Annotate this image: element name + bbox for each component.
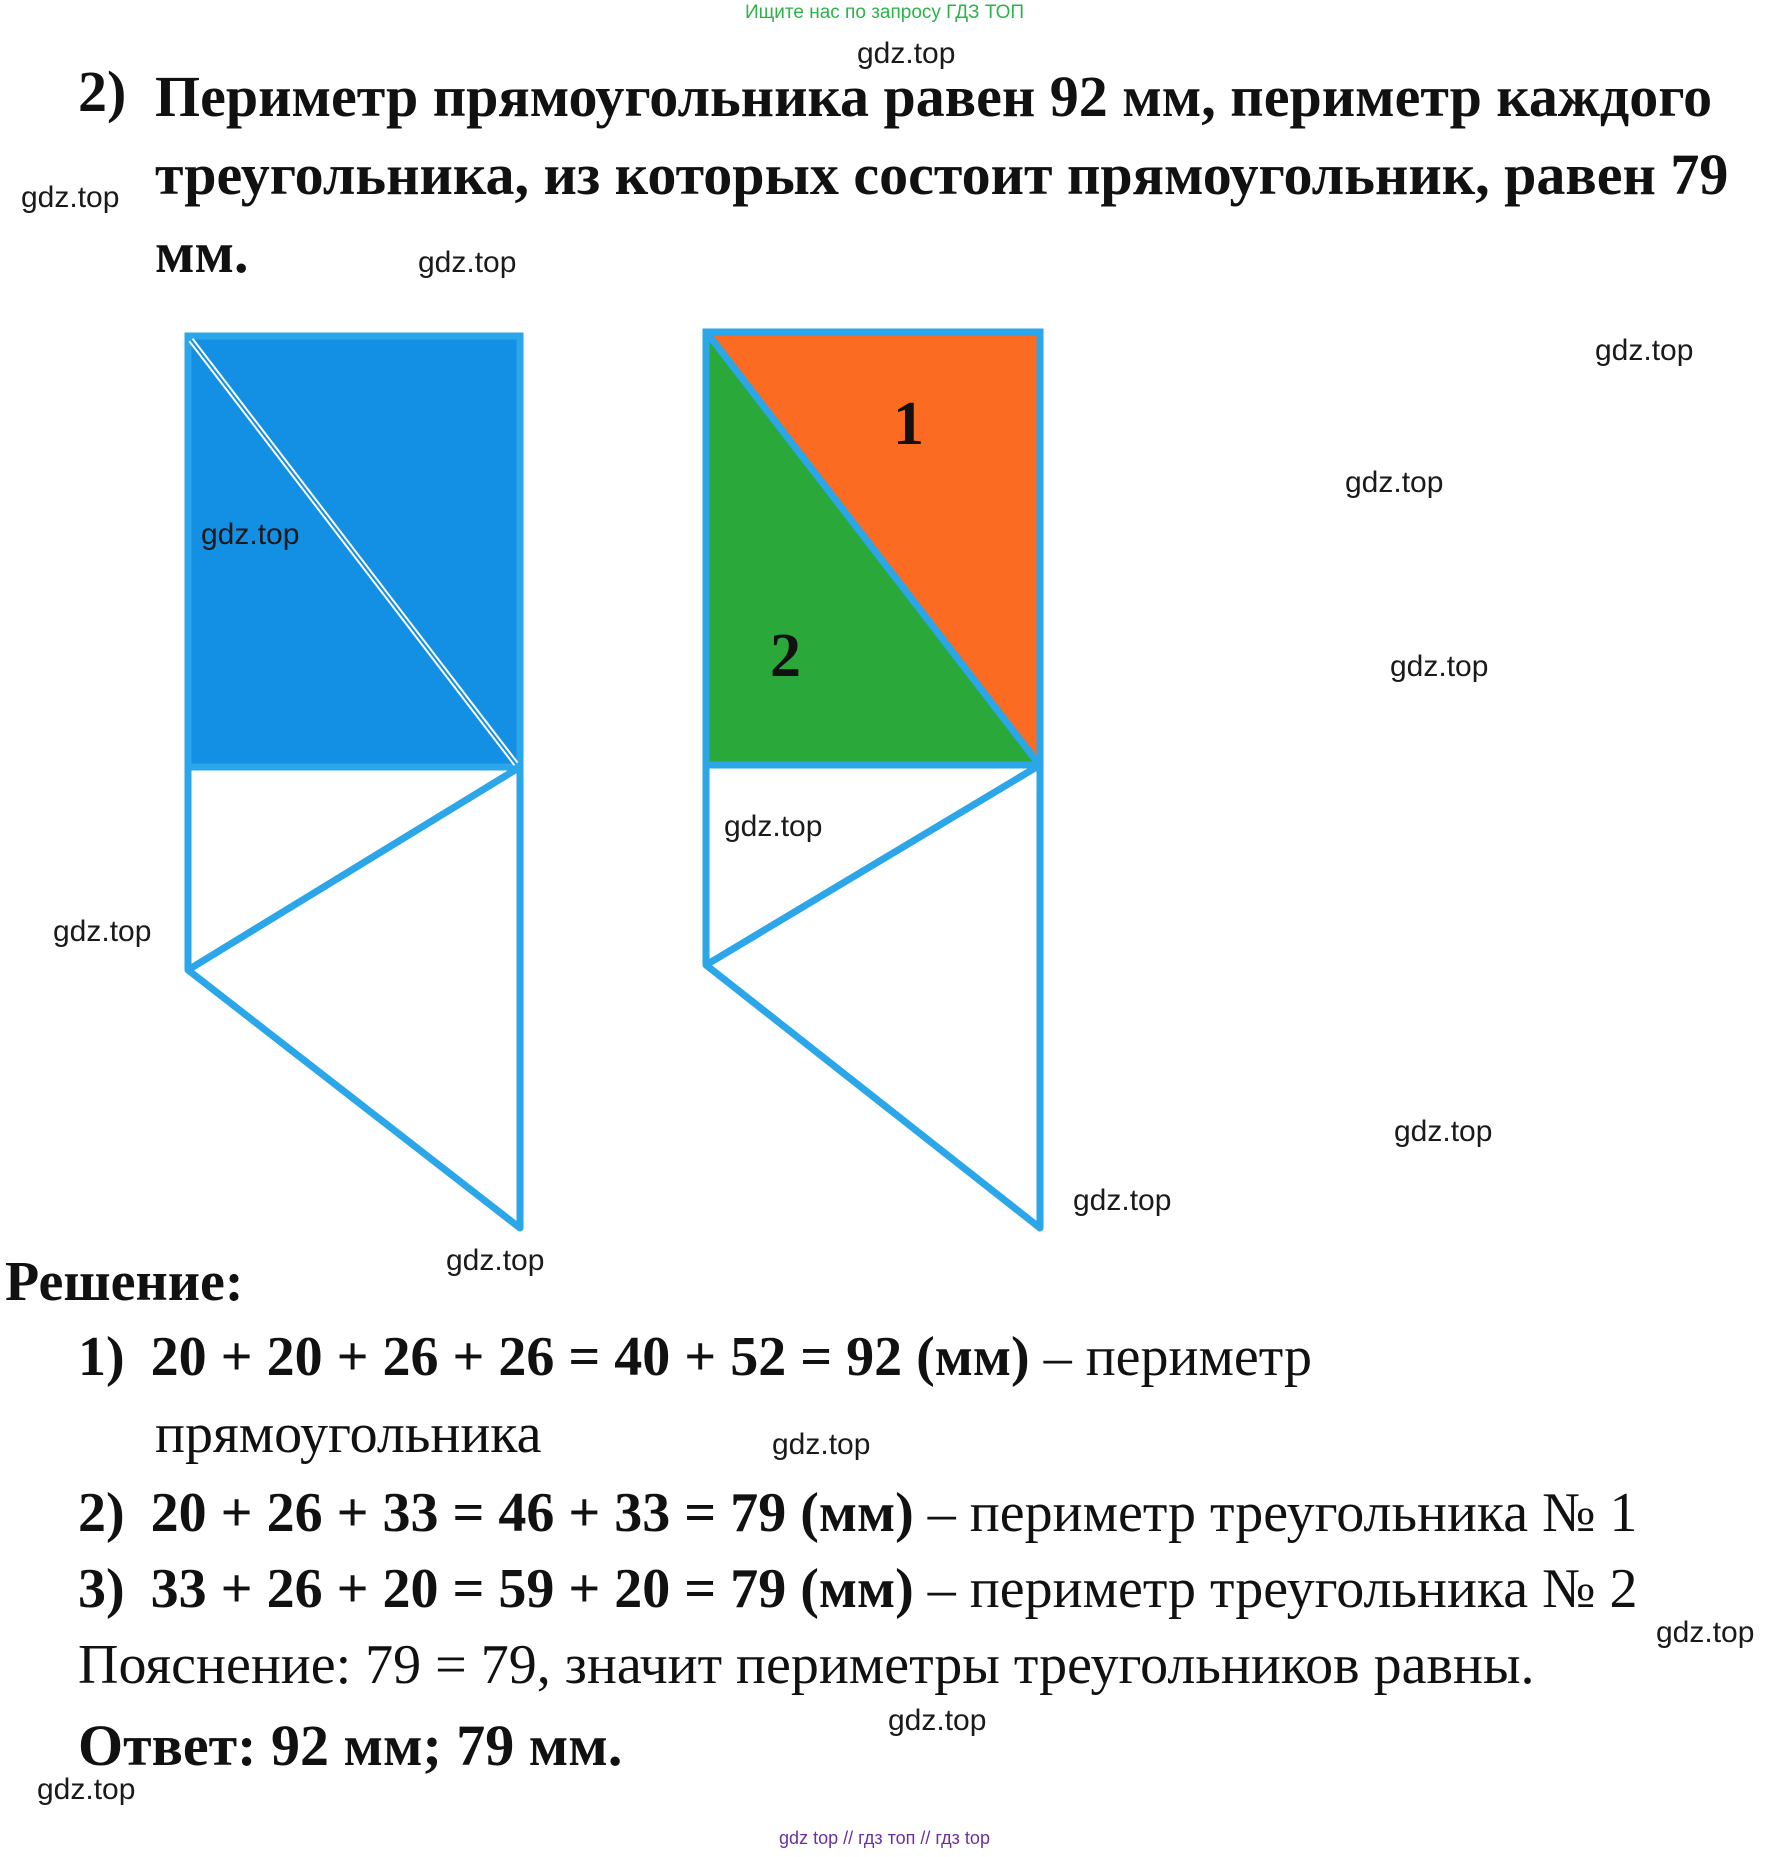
step-number: 1) [78, 1326, 125, 1388]
left-lower-diagonal [188, 767, 520, 970]
footer-links: gdz top // гдз топ // гдз top [779, 1828, 990, 1848]
triangle-1-label: 1 [893, 390, 924, 458]
left-lower-outline [188, 767, 520, 1228]
solution-heading: Решение: [5, 1251, 244, 1313]
step-expression: 20 + 26 + 33 = 46 + 33 = 79 (мм) [150, 1482, 914, 1544]
step-description: – периметр [1029, 1326, 1312, 1388]
watermark: gdz.top [1345, 466, 1444, 499]
watermark: gdz.top [857, 37, 956, 70]
watermark: gdz.top [53, 915, 152, 948]
step-description: – периметр треугольника № 1 [913, 1482, 1638, 1544]
solution-step-1 [78, 1325, 1312, 1389]
right-figure [706, 332, 1040, 1228]
watermark: gdz.top [724, 810, 823, 843]
watermark: gdz.top [1390, 650, 1489, 683]
left-figure [188, 336, 520, 1228]
solution-step-3 [78, 1557, 1638, 1621]
watermark: gdz.top [888, 1704, 987, 1737]
step-description: прямоугольника [155, 1403, 542, 1465]
step-description: – периметр треугольника № 2 [913, 1558, 1638, 1620]
task-text: Периметр прямоугольника равен 92 мм, периметр каждого треугольника, из которых состоит прямоугольник, равен 79 мм. [155, 64, 1729, 285]
watermark: gdz.top [21, 181, 120, 214]
watermark: gdz.top [1595, 334, 1694, 367]
triangle-2-label: 2 [770, 622, 801, 690]
watermark: gdz.top [446, 1244, 545, 1277]
step-expression: 20 + 20 + 26 + 26 = 40 + 52 = 92 (мм) [150, 1326, 1030, 1388]
watermark: gdz.top [1073, 1184, 1172, 1217]
watermark: gdz.top [772, 1428, 871, 1461]
watermark: gdz.top [37, 1773, 136, 1806]
task-number: 2) [78, 59, 127, 124]
watermark: gdz.top [1656, 1616, 1755, 1649]
solution-step-1-continuation [155, 1402, 542, 1466]
solution-step-2 [78, 1481, 1638, 1545]
step-expression: 33 + 26 + 20 = 59 + 20 = 79 (мм) [150, 1558, 914, 1620]
explanation-text: Пояснение: 79 = 79, значит периметры треугольников равны. [78, 1634, 1535, 1696]
answer-text: Ответ: 92 мм; 79 мм. [78, 1713, 623, 1778]
top-banner: Ищите нас по запросу ГДЗ ТОП [744, 2, 1025, 23]
right-lower-diagonal [706, 765, 1040, 965]
step-number: 3) [78, 1558, 125, 1620]
step-number: 2) [78, 1482, 125, 1544]
watermark: gdz.top [418, 246, 517, 279]
watermark: gdz.top [201, 518, 300, 551]
watermark: gdz.top [1394, 1115, 1493, 1148]
